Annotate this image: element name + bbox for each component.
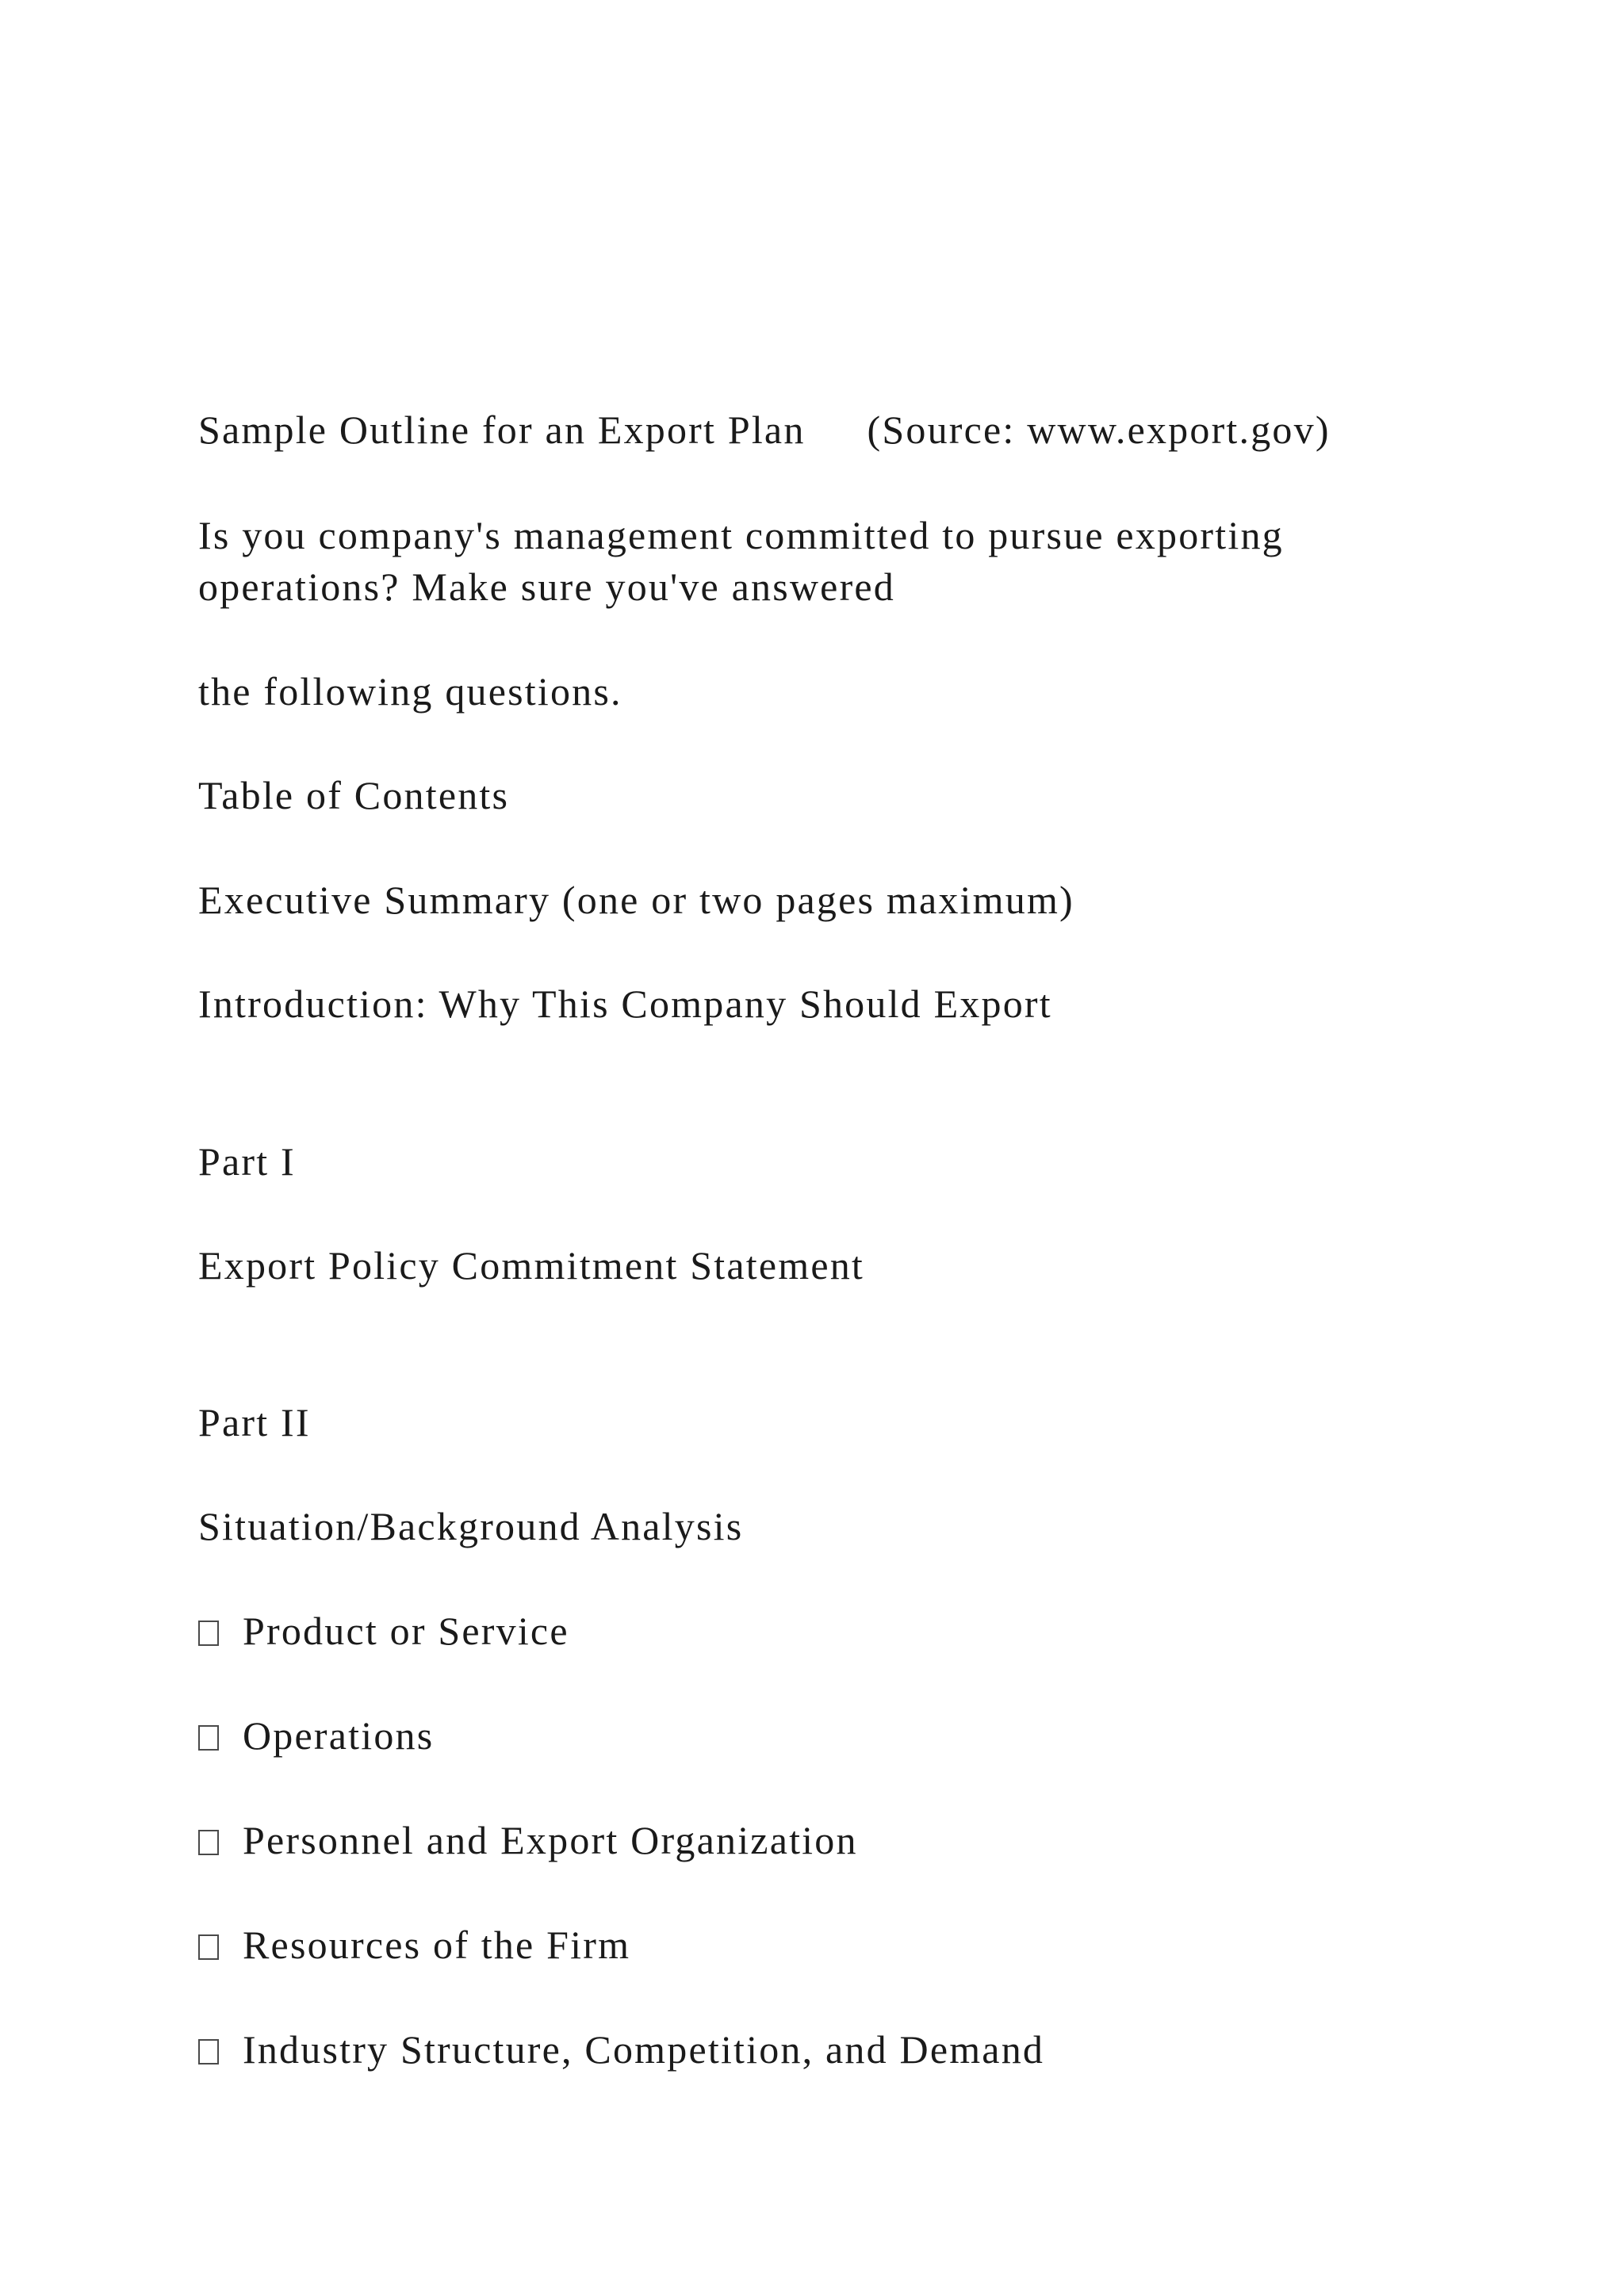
list-item [198,1921,630,1969]
part-1-heading: Part I [198,1139,296,1184]
executive-summary-heading: Executive Summary (one or two pages maximum) [198,878,1074,922]
part-2-title: Situation/Background Analysis [198,1504,744,1548]
bullet-box-icon [198,1621,219,1646]
intro-line-2: operations? Make sure you've answered [198,564,896,609]
list-item [198,1816,858,1864]
bullet-box-icon [198,1725,219,1751]
table-of-contents-heading: Table of Contents [198,773,510,817]
list-item [198,1712,434,1759]
bullet-box-icon [198,2039,219,2064]
document-title-line [198,406,1331,453]
bullet-box-icon [198,1934,219,1960]
list-item-label: Resources of the Firm [243,1923,631,1967]
list-item-label: Personnel and Export Organization [243,1818,858,1862]
intro-line-1: Is you company's management committed to pursue exporting [198,513,1284,557]
intro-line-3: the following questions. [198,669,622,714]
list-item-label: Product or Service [243,1609,569,1653]
part-2-heading: Part II [198,1400,311,1445]
document-title: Sample Outline for an Export Plan [198,408,806,452]
list-item [198,1607,569,1655]
list-item [198,2026,1044,2073]
list-item-label: Industry Structure, Competition, and Demand [243,2027,1045,2072]
list-item-label: Operations [243,1713,435,1758]
part-1-title: Export Policy Commitment Statement [198,1243,865,1288]
bullet-box-icon [198,1830,219,1855]
document-source: (Source: www.export.gov) [867,408,1331,452]
introduction-heading: Introduction: Why This Company Should Export [198,982,1052,1026]
